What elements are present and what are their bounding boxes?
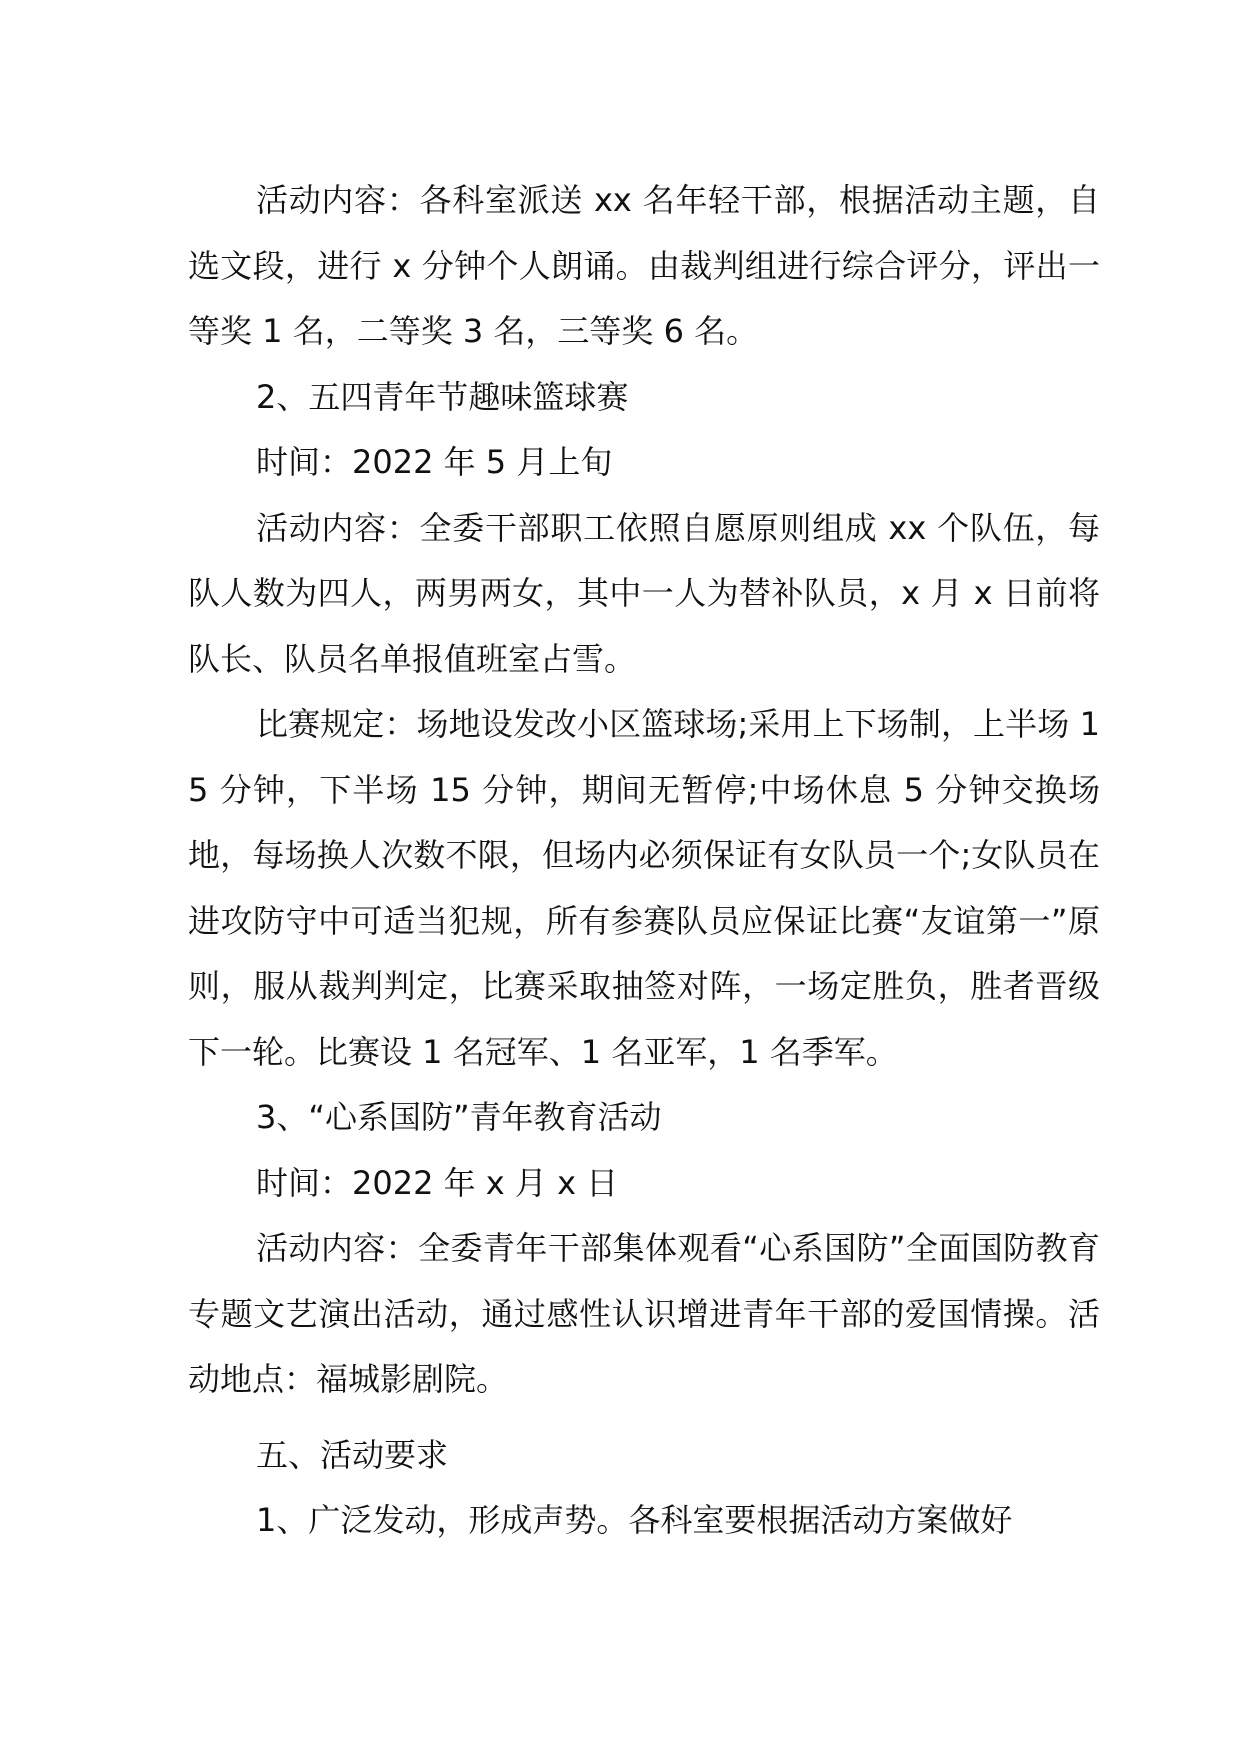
paragraph-requirement-1: 1、广泛发动，形成声势。各科室要根据活动方案做好 bbox=[256, 1501, 1013, 1539]
paragraph-defense-content: 活动内容：全委青年干部集体观看“心系国防”全面国防教育专题文艺演出活动，通过感性认识增进青年干部的爱国情操。活动地点：福城影剧院。 bbox=[188, 1229, 1100, 1398]
paragraph-basketball-time: 时间：2022 年 5 月上旬 bbox=[256, 443, 613, 481]
section-gap bbox=[188, 1413, 1100, 1423]
heading-activity-requirements: 五、活动要求 bbox=[256, 1435, 449, 1474]
document-body bbox=[188, 168, 1100, 1554]
paragraph-recitation-content: 活动内容：各科室派送 xx 名年轻干部，根据活动主题，自选文段，进行 x 分钟个人朗诵。由裁判组进行综合评分，评出一等奖 1 名，二等奖 3 名，三等奖 6 名。 bbox=[188, 181, 1100, 350]
paragraph-defense-time: 时间：2022 年 x 月 x 日 bbox=[256, 1163, 619, 1202]
heading-basketball: 2、五四青年节趣味篮球赛 bbox=[256, 377, 629, 416]
heading-defense-education: 3、“心系国防”青年教育活动 bbox=[256, 1098, 662, 1136]
paragraph-basketball-rules: 比赛规定：场地设发改小区篮球场;采用上下场制，上半场 15 分钟，下半场 15 分钟，期间无暂停;中场休息 5 分钟交换场地，每场换人次数不限，但场内必须保证有女队员一个;女队员在进攻防守中可适当犯规，所有参赛队员应保证比赛“友谊第一”原则，服从裁判判定，比赛采取抽签对阵，一场定胜负，胜者晋级下一轮。比赛设 1 名冠军、1 名亚军，1 名季军。 bbox=[188, 705, 1100, 1071]
paragraph-basketball-content: 活动内容：全委干部职工依照自愿原则组成 xx 个队伍，每队人数为四人，两男两女，其中一人为替补队员，x 月 x 日前将队长、队员名单报值班室占雪。 bbox=[188, 508, 1100, 678]
